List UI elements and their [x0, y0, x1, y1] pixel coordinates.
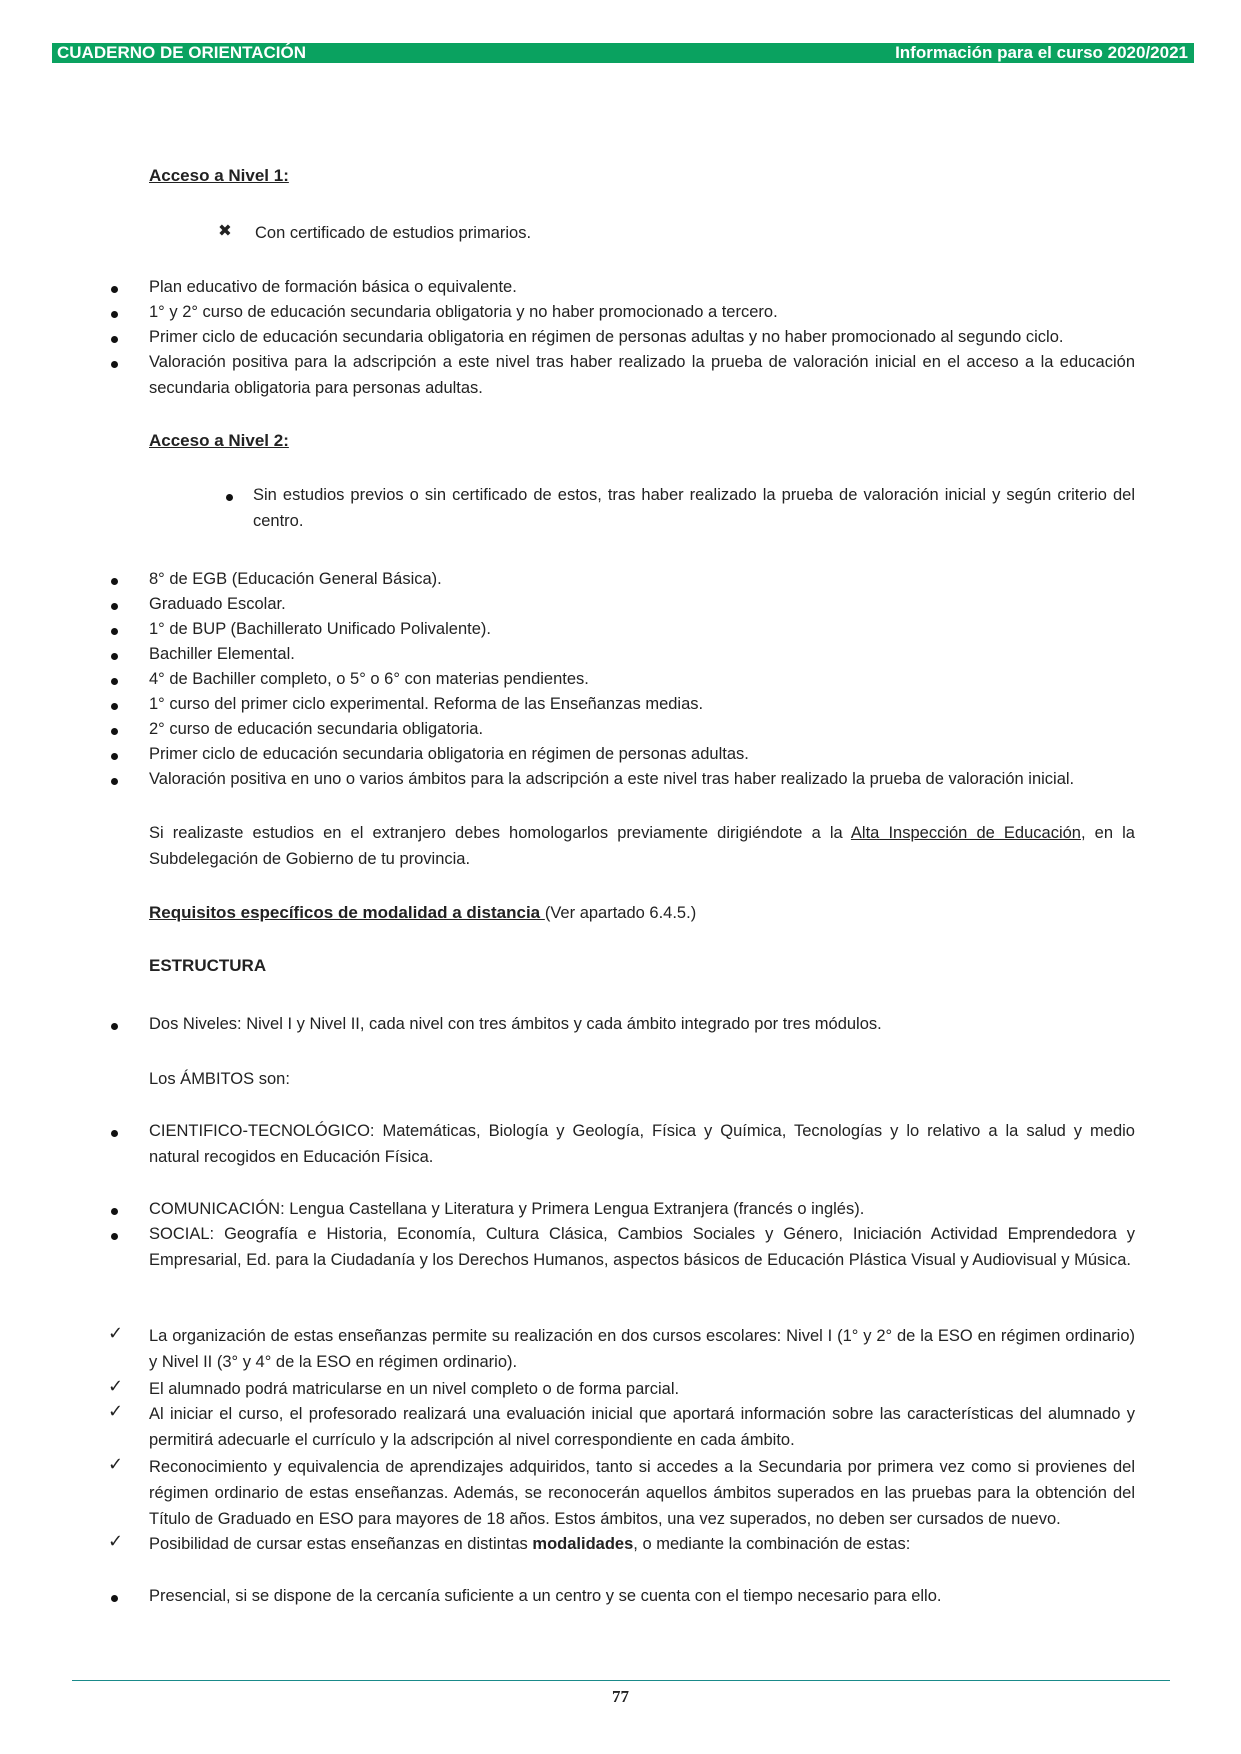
- nivel2-sub: Sin estudios previos o sin certificado de estos, tras haber realizado la prueba de valoración inicial y según criterio del centro.: [253, 486, 1135, 530]
- header-course: Información para el curso 2020/2021: [895, 43, 1188, 62]
- list-item: SOCIAL: Geografía e Historia, Economía, Cultura Clásica, Cambios Sociales y Género, Iniciación Actividad Emprendedora y Empresarial, Ed. para la Ciudadanía y los Derechos Humanos, aspectos básicos de Educación Plástica Visual y Audiovisual y Música.: [149, 1225, 1135, 1269]
- bullet-icon: [111, 628, 118, 635]
- cross-icon: ✖: [218, 222, 232, 240]
- header-bar: [52, 43, 1194, 63]
- list-item: 2° curso de educación secundaria obligatoria.: [149, 720, 484, 738]
- check-item: El alumnado podrá matricularse en un nivel completo o de forma parcial.: [149, 1380, 680, 1398]
- check-icon: ✓: [108, 1401, 124, 1422]
- list-item: 1° curso del primer ciclo experimental. Reforma de las Enseñanzas medias.: [149, 695, 704, 713]
- list-item: Graduado Escolar.: [149, 595, 286, 613]
- check-item: Posibilidad de cursar estas enseñanzas en distintas modalidades, o mediante la combinación de estas:: [149, 1535, 911, 1553]
- estructura-heading: ESTRUCTURA: [149, 956, 267, 975]
- footer-divider: [72, 1680, 1170, 1681]
- bullet-icon: [111, 728, 118, 735]
- page-number: 77: [612, 1687, 629, 1706]
- alta-inspeccion-link[interactable]: Alta Inspección de Educación: [850, 824, 1081, 842]
- bullet-icon: [111, 678, 118, 685]
- list-item: Valoración positiva en uno o varios ámbitos para la adscripción a este nivel tras haber realizado la prueba de valoración inicial.: [149, 770, 1075, 788]
- list-item: 1° y 2° curso de educación secundaria obligatoria y no haber promocionado a tercero.: [149, 303, 778, 321]
- list-item: Dos Niveles: Nivel I y Nivel II, cada nivel con tres ámbitos y cada ámbito integrado por tres módulos.: [149, 1015, 882, 1033]
- list-item: 1° de BUP (Bachillerato Unificado Polivalente).: [149, 620, 491, 638]
- check-item: Reconocimiento y equivalencia de aprendizajes adquiridos, tanto si accedes a la Secundaria por primera vez como si provienes del régimen ordinario de estas enseñanzas. Además, se reconocerán aquellos ámbitos superados en las pruebas para la obtención del Título de Graduado en ESO para mayores de 18 años. Estos ámbitos, una vez superados, no deben ser cursados de nuevo.: [149, 1458, 1135, 1528]
- requisitos-heading: Requisitos específicos de modalidad a distancia: [149, 903, 545, 922]
- list-item: Primer ciclo de educación secundaria obligatoria en régimen de personas adultas y no haber promocionado al segundo ciclo.: [149, 328, 1064, 346]
- bullet-icon: [111, 361, 118, 368]
- bullet-icon: [111, 778, 118, 785]
- nivel2-heading: Acceso a Nivel 2:: [149, 431, 289, 450]
- bullet-icon: [111, 753, 118, 760]
- bullet-icon: [111, 311, 118, 318]
- bullet-icon: [111, 578, 118, 585]
- list-item: Bachiller Elemental.: [149, 645, 295, 663]
- bullet-icon: [111, 1208, 118, 1215]
- list-item: 4° de Bachiller completo, o 5° o 6° con materias pendientes.: [149, 670, 589, 688]
- check-icon: ✓: [108, 1454, 124, 1475]
- bullet-icon: [226, 494, 233, 501]
- list-item: COMUNICACIÓN: Lengua Castellana y Literatura y Primera Lengua Extranjera (francés o inglés).: [149, 1200, 865, 1218]
- bullet-icon: [111, 1130, 118, 1137]
- list-item: CIENTIFICO-TECNOLÓGICO: Matemáticas, Biología y Geología, Física y Química, Tecnologías y lo relativo a la salud y medio natural recogidos en Educación Física.: [149, 1122, 1135, 1166]
- header-title: CUADERNO DE ORIENTACIÓN: [57, 43, 307, 62]
- bullet-icon: [111, 1233, 118, 1240]
- requisitos-ref: (Ver apartado 6.4.5.): [544, 904, 697, 922]
- bullet-icon: [111, 703, 118, 710]
- list-item: 8° de EGB (Educación General Básica).: [149, 570, 442, 588]
- requisitos-line: [149, 900, 1135, 926]
- ambitos-intro: Los ÁMBITOS son:: [149, 1070, 290, 1088]
- extranjero-paragraph: Si realizaste estudios en el extranjero debes homologarlos previamente dirigiéndote a la Alta Inspección de Educación, en la Subdelegación de Gobierno de tu provincia.: [149, 824, 1135, 868]
- list-item: Valoración positiva para la adscripción a este nivel tras haber realizado la prueba de valoración inicial en el acceso a la educación secundaria obligatoria para personas adultas.: [149, 353, 1135, 397]
- check-icon: ✓: [108, 1531, 124, 1552]
- bullet-icon: [111, 653, 118, 660]
- check-item: Al iniciar el curso, el profesorado realizará una evaluación inicial que aportará información sobre las características del alumnado y permitirá adecuarle el currículo y la adscripción al nivel correspondiente en cada ámbito.: [149, 1405, 1135, 1449]
- bullet-icon: [111, 286, 118, 293]
- nivel1-heading: Acceso a Nivel 1:: [149, 166, 289, 185]
- list-item: Presencial, si se dispone de la cercanía suficiente a un centro y se cuenta con el tiempo necesario para ello.: [149, 1587, 942, 1605]
- bullet-icon: [111, 336, 118, 343]
- check-icon: ✓: [108, 1376, 124, 1397]
- nivel1-sub: Con certificado de estudios primarios.: [255, 224, 532, 242]
- list-item: Plan educativo de formación básica o equivalente.: [149, 278, 517, 296]
- bullet-icon: [111, 1023, 118, 1030]
- check-item: La organización de estas enseñanzas permite su realización en dos cursos escolares: Nivel I (1° y 2° de la ESO en régimen ordinario) y Nivel II (3° y 4° de la ESO en régimen ordinario).: [149, 1327, 1135, 1371]
- list-item: Primer ciclo de educación secundaria obligatoria en régimen de personas adultas.: [149, 745, 749, 763]
- bullet-icon: [111, 603, 118, 610]
- bullet-icon: [111, 1595, 118, 1602]
- check-icon: ✓: [108, 1323, 124, 1344]
